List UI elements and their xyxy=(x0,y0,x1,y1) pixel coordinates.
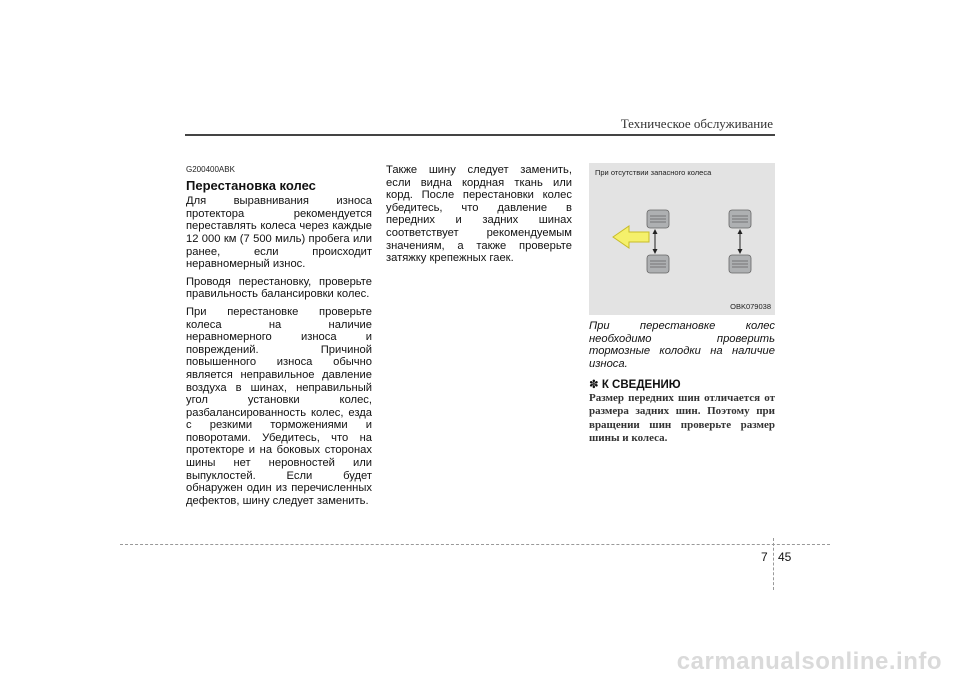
figure-caption: При отсутствии запасного колеса xyxy=(595,168,712,177)
paragraph-1: Для выравнивания износа протектора рекомендуется переставлять колеса через каждые 12 000 км (7 500 миль) пробега или ранее, если происходит неравномерный износ. xyxy=(186,195,372,271)
front-direction-arrow-icon xyxy=(613,226,649,248)
front-left-tire-icon xyxy=(647,210,669,228)
paragraph-2: Проводя перестановку, проверьте правильность балансировки колес. xyxy=(186,275,372,301)
paragraph-4: Также шину следует заменить, если видна кордная ткань или корд. После перестановки колес убедитесь, что давление в передних и задних шинах соответствует рекомендуемым значениям, а также проверьте затяжку крепежных гаек. xyxy=(386,164,572,265)
figure-code: OBK079038 xyxy=(730,302,771,311)
main-column-left xyxy=(186,164,372,512)
footer-divider xyxy=(120,544,830,545)
swap-left-arrow-icon xyxy=(653,229,658,254)
notice-title: ✽ К СВЕДЕНИЮ xyxy=(589,379,681,391)
section-code: G200400ABK xyxy=(186,165,235,174)
page-number: 45 xyxy=(778,550,792,564)
page-number-separator xyxy=(773,538,774,590)
rear-right-tire-icon xyxy=(729,255,751,273)
page-header-title: Техническое обслуживание xyxy=(620,116,773,131)
swap-right-arrow-icon xyxy=(738,229,743,254)
paragraph-3: При перестановке проверьте колеса на наличие неравномерного износа и повреждений. Причиной повышенного износа обычно является неправильное давление воздуха в шинах, неправильный угол установки колес, разбалансированность колес, езда с резкими торможениями и поворотами. Убедитесь, что на протекторе и на боковых сторонах шины нет неровностей или выпуклостей. Если будет обнаружен один из перечисленных дефектов, шину следует заменить. xyxy=(186,305,372,507)
notice-text: Размер передних шин отличается от размера задних шин. Поэтому при вращении шин проверьте размер шины и колеса. xyxy=(589,392,775,445)
section-title: Перестановка колес xyxy=(186,177,316,193)
front-right-tire-icon xyxy=(729,210,751,228)
main-column-middle xyxy=(386,164,572,270)
header-divider xyxy=(185,134,775,136)
watermark: carmanualsonline.info xyxy=(676,648,942,675)
rear-left-tire-icon xyxy=(647,255,669,273)
chapter-number: 7 xyxy=(761,550,768,564)
figure-note: При перестановке колес необходимо проверить тормозные колодки на наличие износа. xyxy=(589,320,775,370)
tire-rotation-diagram xyxy=(589,163,775,315)
tire-rotation-figure xyxy=(589,163,775,315)
